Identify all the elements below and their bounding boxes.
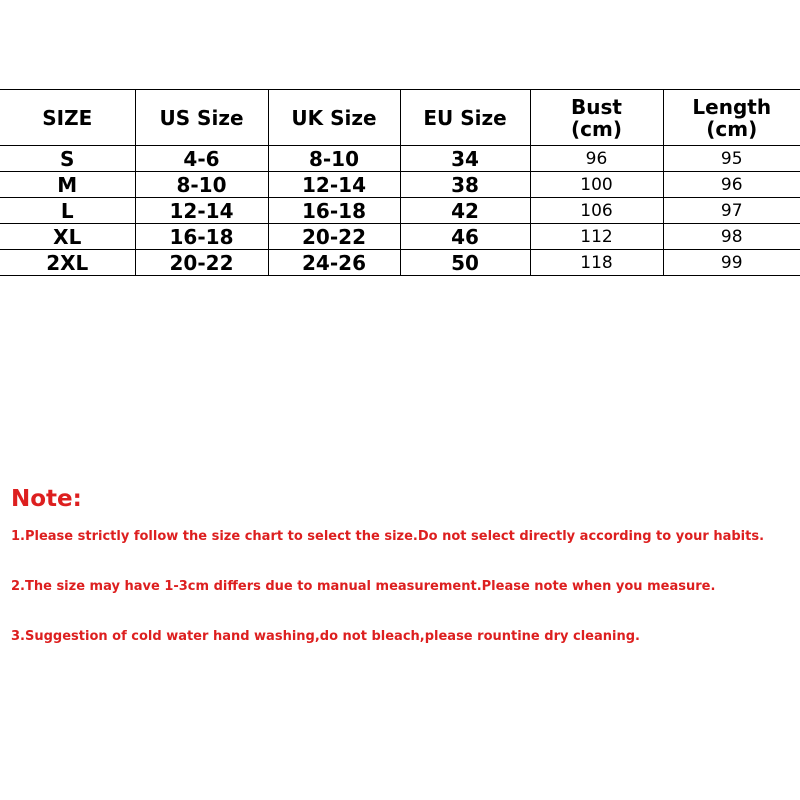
table-row bbox=[0, 172, 800, 198]
cell-size: XL bbox=[0, 224, 135, 250]
cell-uk-size: 12-14 bbox=[268, 172, 400, 198]
note-item-3: 3.Suggestion of cold water hand washing,do not bleach,please rountine dry cleaning. bbox=[11, 629, 640, 644]
table-header-row bbox=[0, 90, 800, 146]
cell-uk-size: 24-26 bbox=[268, 250, 400, 276]
size-chart-table bbox=[0, 89, 800, 276]
header-length-label: Length bbox=[692, 94, 772, 119]
table-row bbox=[0, 250, 800, 276]
cell-eu-size: 50 bbox=[400, 250, 530, 276]
note-title: Note: bbox=[11, 486, 82, 512]
cell-us-size: 16-18 bbox=[135, 224, 268, 250]
cell-bust: 100 bbox=[530, 172, 663, 198]
cell-us-size: 20-22 bbox=[135, 250, 268, 276]
table-row bbox=[0, 198, 800, 224]
cell-bust: 118 bbox=[530, 250, 663, 276]
cell-eu-size: 38 bbox=[400, 172, 530, 198]
notes-section bbox=[11, 484, 796, 679]
cell-size: S bbox=[0, 146, 135, 172]
cell-size: L bbox=[0, 198, 135, 224]
cell-uk-size: 8-10 bbox=[268, 146, 400, 172]
cell-length: 99 bbox=[663, 250, 800, 276]
cell-us-size: 12-14 bbox=[135, 198, 268, 224]
table-row bbox=[0, 224, 800, 250]
cell-length: 95 bbox=[663, 146, 800, 172]
header-length-unit: (cm) bbox=[706, 116, 758, 141]
note-item-2: 2.The size may have 1-3cm differs due to manual measurement.Please note when you measure. bbox=[11, 579, 716, 594]
cell-size: M bbox=[0, 172, 135, 198]
cell-length: 96 bbox=[663, 172, 800, 198]
header-bust bbox=[530, 90, 663, 146]
cell-bust: 96 bbox=[530, 146, 663, 172]
header-bust-label: Bust bbox=[571, 94, 622, 119]
cell-length: 98 bbox=[663, 224, 800, 250]
header-us-size: US Size bbox=[135, 90, 268, 146]
cell-us-size: 4-6 bbox=[135, 146, 268, 172]
cell-uk-size: 20-22 bbox=[268, 224, 400, 250]
note-item-1: 1.Please strictly follow the size chart to select the size.Do not select directly according to your habits. bbox=[11, 529, 765, 544]
header-length bbox=[663, 90, 800, 146]
cell-bust: 112 bbox=[530, 224, 663, 250]
cell-eu-size: 42 bbox=[400, 198, 530, 224]
cell-eu-size: 46 bbox=[400, 224, 530, 250]
cell-uk-size: 16-18 bbox=[268, 198, 400, 224]
cell-us-size: 8-10 bbox=[135, 172, 268, 198]
cell-length: 97 bbox=[663, 198, 800, 224]
header-uk-size: UK Size bbox=[268, 90, 400, 146]
cell-eu-size: 34 bbox=[400, 146, 530, 172]
header-bust-unit: (cm) bbox=[571, 116, 622, 141]
table-row bbox=[0, 146, 800, 172]
cell-bust: 106 bbox=[530, 198, 663, 224]
header-eu-size: EU Size bbox=[400, 90, 530, 146]
cell-size: 2XL bbox=[0, 250, 135, 276]
header-size: SIZE bbox=[0, 90, 135, 146]
